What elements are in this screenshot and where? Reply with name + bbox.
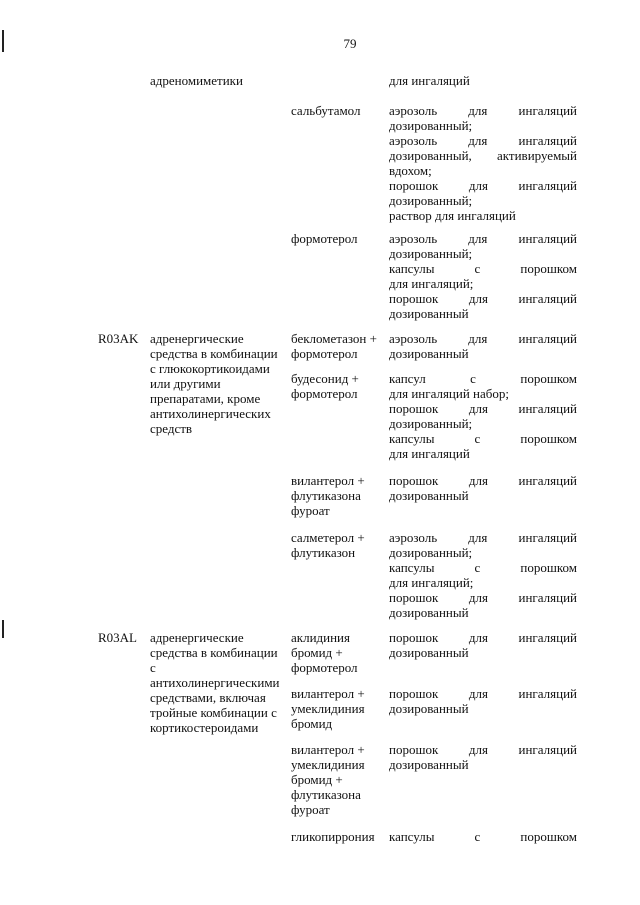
dosage-form-word: капсулы (389, 560, 435, 575)
dosage-form-line: вдохом; (389, 163, 432, 178)
dosage-form-line: дозированный; (389, 416, 473, 431)
dosage-form-word: аэрозоль (389, 331, 438, 346)
dosage-form-word: для (468, 630, 488, 645)
dosage-form-word: для (468, 231, 488, 246)
dosage-form-line (389, 742, 577, 757)
scan-edge-mark-bottom (2, 620, 4, 638)
dosage-form-word: ингаляций (518, 473, 577, 488)
dosage-form-line: дозированный (389, 701, 469, 716)
page-number: 79 (343, 36, 357, 51)
dosage-form-word: для (468, 473, 488, 488)
group-name-line: средства в комбинации (150, 645, 278, 660)
dosage-form-word: порошок (389, 590, 439, 605)
dosage-form-word: порошком (520, 261, 577, 276)
dosage-form-line: дозированный (389, 306, 469, 321)
dosage-form-line (389, 431, 577, 446)
dosage-form-line (389, 261, 577, 276)
dosage-form-word: порошком (520, 431, 577, 446)
dosage-form-word: для (468, 686, 488, 701)
drug-name-line: сальбутамол (291, 103, 361, 118)
atc-code: R03AL (98, 630, 137, 645)
drug-name-line: формотерол (291, 231, 358, 246)
dosage-form-word: капсулы (389, 829, 435, 844)
dosage-form-line: дозированный; (389, 118, 473, 133)
dosage-form-line: для ингаляций (389, 73, 470, 88)
dosage-form-word: ингаляций (518, 103, 577, 118)
group-name-line: антихолинергических (150, 406, 271, 421)
drug-name-line: вилантерол + (291, 742, 365, 757)
dosage-form-word: ингаляций (518, 530, 577, 545)
dosage-form-word: с (474, 261, 481, 276)
dosage-form-line: дозированный (389, 757, 469, 772)
dosage-form-word: порошок (389, 630, 439, 645)
dosage-form-word: капсулы (389, 261, 435, 276)
dosage-form-line: для ингаляций; (389, 276, 474, 291)
drug-name-line: бромид + (291, 772, 343, 787)
dosage-form-word: порошок (389, 178, 439, 193)
dosage-form-word: ингаляций (518, 291, 577, 306)
dosage-form-line (389, 178, 577, 193)
group-name-line: средств (150, 421, 193, 436)
dosage-form-word: ингаляций (518, 231, 577, 246)
dosage-form-line (389, 630, 577, 645)
dosage-form-word: порошком (520, 371, 577, 386)
drug-name-line: флутиказон (291, 545, 356, 560)
group-name-line: с (150, 660, 156, 675)
group-name-line: тройные комбинации с (150, 705, 277, 720)
dosage-form-word: с (474, 560, 481, 575)
dosage-form-word: порошок (389, 291, 439, 306)
dosage-form-line: дозированный (389, 488, 469, 503)
dosage-form-line (389, 133, 577, 148)
dosage-form-word: для (468, 530, 488, 545)
dosage-form-line: дозированный (389, 605, 469, 620)
dosage-form-word: ингаляций (518, 630, 577, 645)
dosage-form-word: для (468, 291, 488, 306)
dosage-form-line: дозированный; (389, 246, 473, 261)
dosage-form-line (389, 291, 577, 306)
drug-name-line: флутиказона (291, 488, 361, 503)
dosage-form-line: раствор для ингаляций (389, 208, 516, 223)
dosage-form-word: ингаляций (518, 133, 577, 148)
dosage-form-line: дозированный (389, 346, 469, 361)
dosage-form-word: порошок (389, 686, 439, 701)
dosage-form-line (389, 560, 577, 575)
dosage-form-word: для (468, 590, 488, 605)
group-name-line: антихолинергическими (150, 675, 280, 690)
dosage-form-word: порошок (389, 401, 439, 416)
dosage-form-word: ингаляций (518, 331, 577, 346)
dosage-form-word: для (468, 133, 488, 148)
dosage-form-word: с (474, 829, 481, 844)
dosage-form-line (389, 590, 577, 605)
group-name-line: адреномиметики (150, 73, 243, 88)
dosage-form-word: с (470, 371, 476, 386)
dosage-form-word: порошком (520, 560, 577, 575)
dosage-form-line (389, 148, 577, 163)
drug-name-line: салметерол + (291, 530, 365, 545)
drug-name-line: фуроат (291, 503, 330, 518)
dosage-form-word: с (474, 431, 481, 446)
drug-name-line: гликопиррония (291, 829, 375, 844)
dosage-form-word: активируемый (497, 148, 577, 163)
dosage-form-line: для ингаляций; (389, 575, 474, 590)
drug-name-line: беклометазон + (291, 331, 377, 346)
dosage-form-word: ингаляций (518, 401, 577, 416)
group-name-line: или другими (150, 376, 221, 391)
drug-name-line: формотерол (291, 386, 358, 401)
dosage-form-word: порошок (389, 473, 439, 488)
atc-code: R03AK (98, 331, 139, 346)
drug-name-line: бромид (291, 716, 333, 731)
dosage-form-line (389, 829, 577, 844)
dosage-form-word: для (468, 742, 488, 757)
dosage-form-word: аэрозоль (389, 133, 438, 148)
drug-name-line: умеклидиния (291, 701, 365, 716)
dosage-form-word: для (468, 331, 488, 346)
dosage-form-word: ингаляций (518, 742, 577, 757)
drug-name-line: формотерол (291, 346, 358, 361)
drug-name-line: формотерол (291, 660, 358, 675)
dosage-form-line (389, 401, 577, 416)
dosage-form-word: капсул (389, 371, 426, 386)
dosage-form-word: аэрозоль (389, 231, 438, 246)
drug-name-line: будесонид + (291, 371, 359, 386)
dosage-form-word: для (468, 178, 488, 193)
scan-edge-mark-top (2, 30, 4, 52)
group-name-line: адренергические (150, 331, 244, 346)
dosage-form-line: дозированный; (389, 193, 473, 208)
dosage-form-word: капсулы (389, 431, 435, 446)
group-name-line: с глюкокортикоидами (150, 361, 270, 376)
dosage-form-word: аэрозоль (389, 530, 438, 545)
dosage-form-line (389, 331, 577, 346)
dosage-form-line: для ингаляций (389, 446, 470, 461)
dosage-form-word: для (468, 401, 488, 416)
drug-name-line: умеклидиния (291, 757, 365, 772)
group-name-line: кортикостероидами (150, 720, 259, 735)
group-name-line: адренергические (150, 630, 244, 645)
dosage-form-word: порошок (389, 742, 439, 757)
group-name-line: препаратами, кроме (150, 391, 261, 406)
drug-name-line: вилантерол + (291, 686, 365, 701)
dosage-form-word: дозированный, (389, 148, 472, 163)
drug-name-line: аклидиния (291, 630, 350, 645)
dosage-form-word: ингаляций (518, 686, 577, 701)
dosage-form-line: для ингаляций набор; (389, 386, 510, 401)
dosage-form-line (389, 686, 577, 701)
dosage-form-word: для (468, 103, 488, 118)
group-name-line: средствами, включая (150, 690, 266, 705)
dosage-form-line (389, 530, 577, 545)
drug-name-line: фуроат (291, 802, 330, 817)
dosage-form-line: дозированный (389, 645, 469, 660)
dosage-form-word: ингаляций (518, 178, 577, 193)
dosage-form-line (389, 231, 577, 246)
dosage-form-word: порошком (520, 829, 577, 844)
dosage-form-line (389, 473, 577, 488)
dosage-form-line (389, 103, 577, 118)
drug-name-line: флутиказона (291, 787, 361, 802)
dosage-form-line: дозированный; (389, 545, 473, 560)
drug-name-line: вилантерол + (291, 473, 365, 488)
dosage-form-word: аэрозоль (389, 103, 438, 118)
dosage-form-word: ингаляций (518, 590, 577, 605)
group-name-line: средства в комбинации (150, 346, 278, 361)
drug-name-line: бромид + (291, 645, 343, 660)
dosage-form-line (389, 371, 577, 386)
